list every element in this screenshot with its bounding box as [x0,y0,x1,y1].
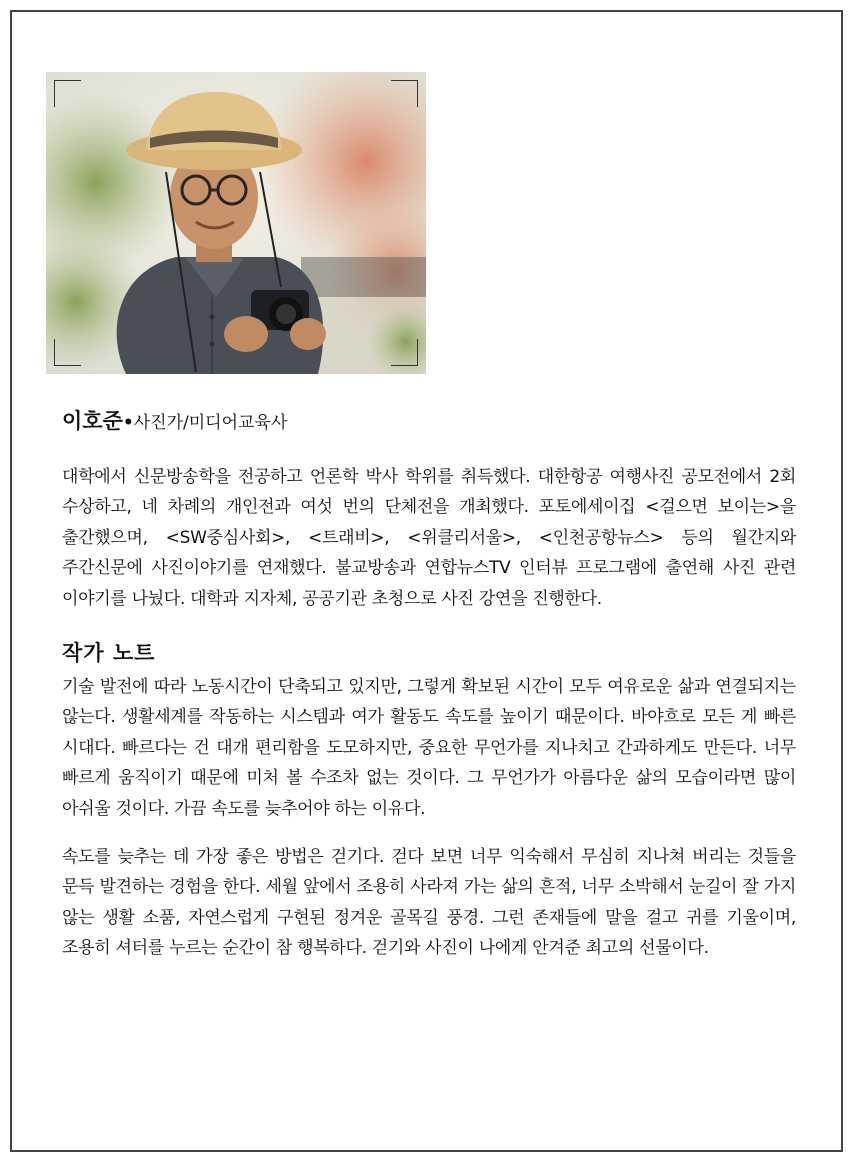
author-separator: • [122,413,134,433]
artist-note-paragraph: 기술 발전에 따라 노동시간이 단축되고 있지만, 그렇게 확보된 시간이 모두 여유로운 삶과 연결되지는 않는다. 생활세계를 작동하는 시스템과 여가 활동도 속도를 높이기 때문이다. 바야흐로 모든 게 빠른 시대다. 빠르다는 건 대개 편리함을 도모하지만, 중요한 무언가를 지나치고 간과하게도 만든다. 너무 빠르게 움직이기 때문에 미처 볼 수조차 없는 것이다. 그 무언가가 아름다운 삶의 모습이라면 많이 아쉬울 것이다. 가끔 속도를 늦추어야 하는 이유다. [62,677,796,819]
crop-corner-top-right [391,80,418,107]
author-line [62,400,796,444]
artist-note-paragraph: 속도를 늦추는 데 가장 좋은 방법은 걷기다. 걷다 보면 너무 익숙해서 무심히 지나쳐 버리는 것들을 문득 발견하는 경험을 한다. 세월 앞에서 조용히 사라져 가는 삶의 흔적, 너무 소박해서 눈길이 잘 가지 않는 생활 소품, 자연스럽게 구현된 정겨운 골목길 풍경. 그런 존재들에 말을 걸고 귀를 기울이며, 조용히 셔터를 누르는 순간이 참 행복하다. 걷기와 사진이 나에게 안겨준 최고의 선물이다. [62,847,796,959]
crop-corner-bottom-left [54,339,81,366]
author-name: 이호준 [62,409,123,433]
author-photo [46,72,426,374]
author-role: 사진가/미디어교육사 [133,413,288,433]
author-photo-image [46,72,426,374]
text-content [62,400,796,964]
author-bio: 대학에서 신문방송학을 전공하고 언론학 박사 학위를 취득했다. 대한항공 여행사진 공모전에서 2회 수상하고, 네 차례의 개인전과 여섯 번의 단체전을 개최했다. 포토에세이집 <걸으면 보이는>을 출간했으며, <SW중심사회>, <트래비>, <위클리서울>, <인천공항뉴스> 등의 월간지와 주간신문에 사진이야기를 연재했다. 불교방송과 연합뉴스TV 인터뷰 프로그램에 출연해 사진 관련 이야기를 나눴다. 대학과 지자체, 공공기관 초청으로 사진 강연을 진행한다. [62,467,796,609]
crop-corner-bottom-right [391,339,418,366]
section-title-artist-note: 작가 노트 [62,641,156,666]
crop-corner-top-left [54,80,81,107]
